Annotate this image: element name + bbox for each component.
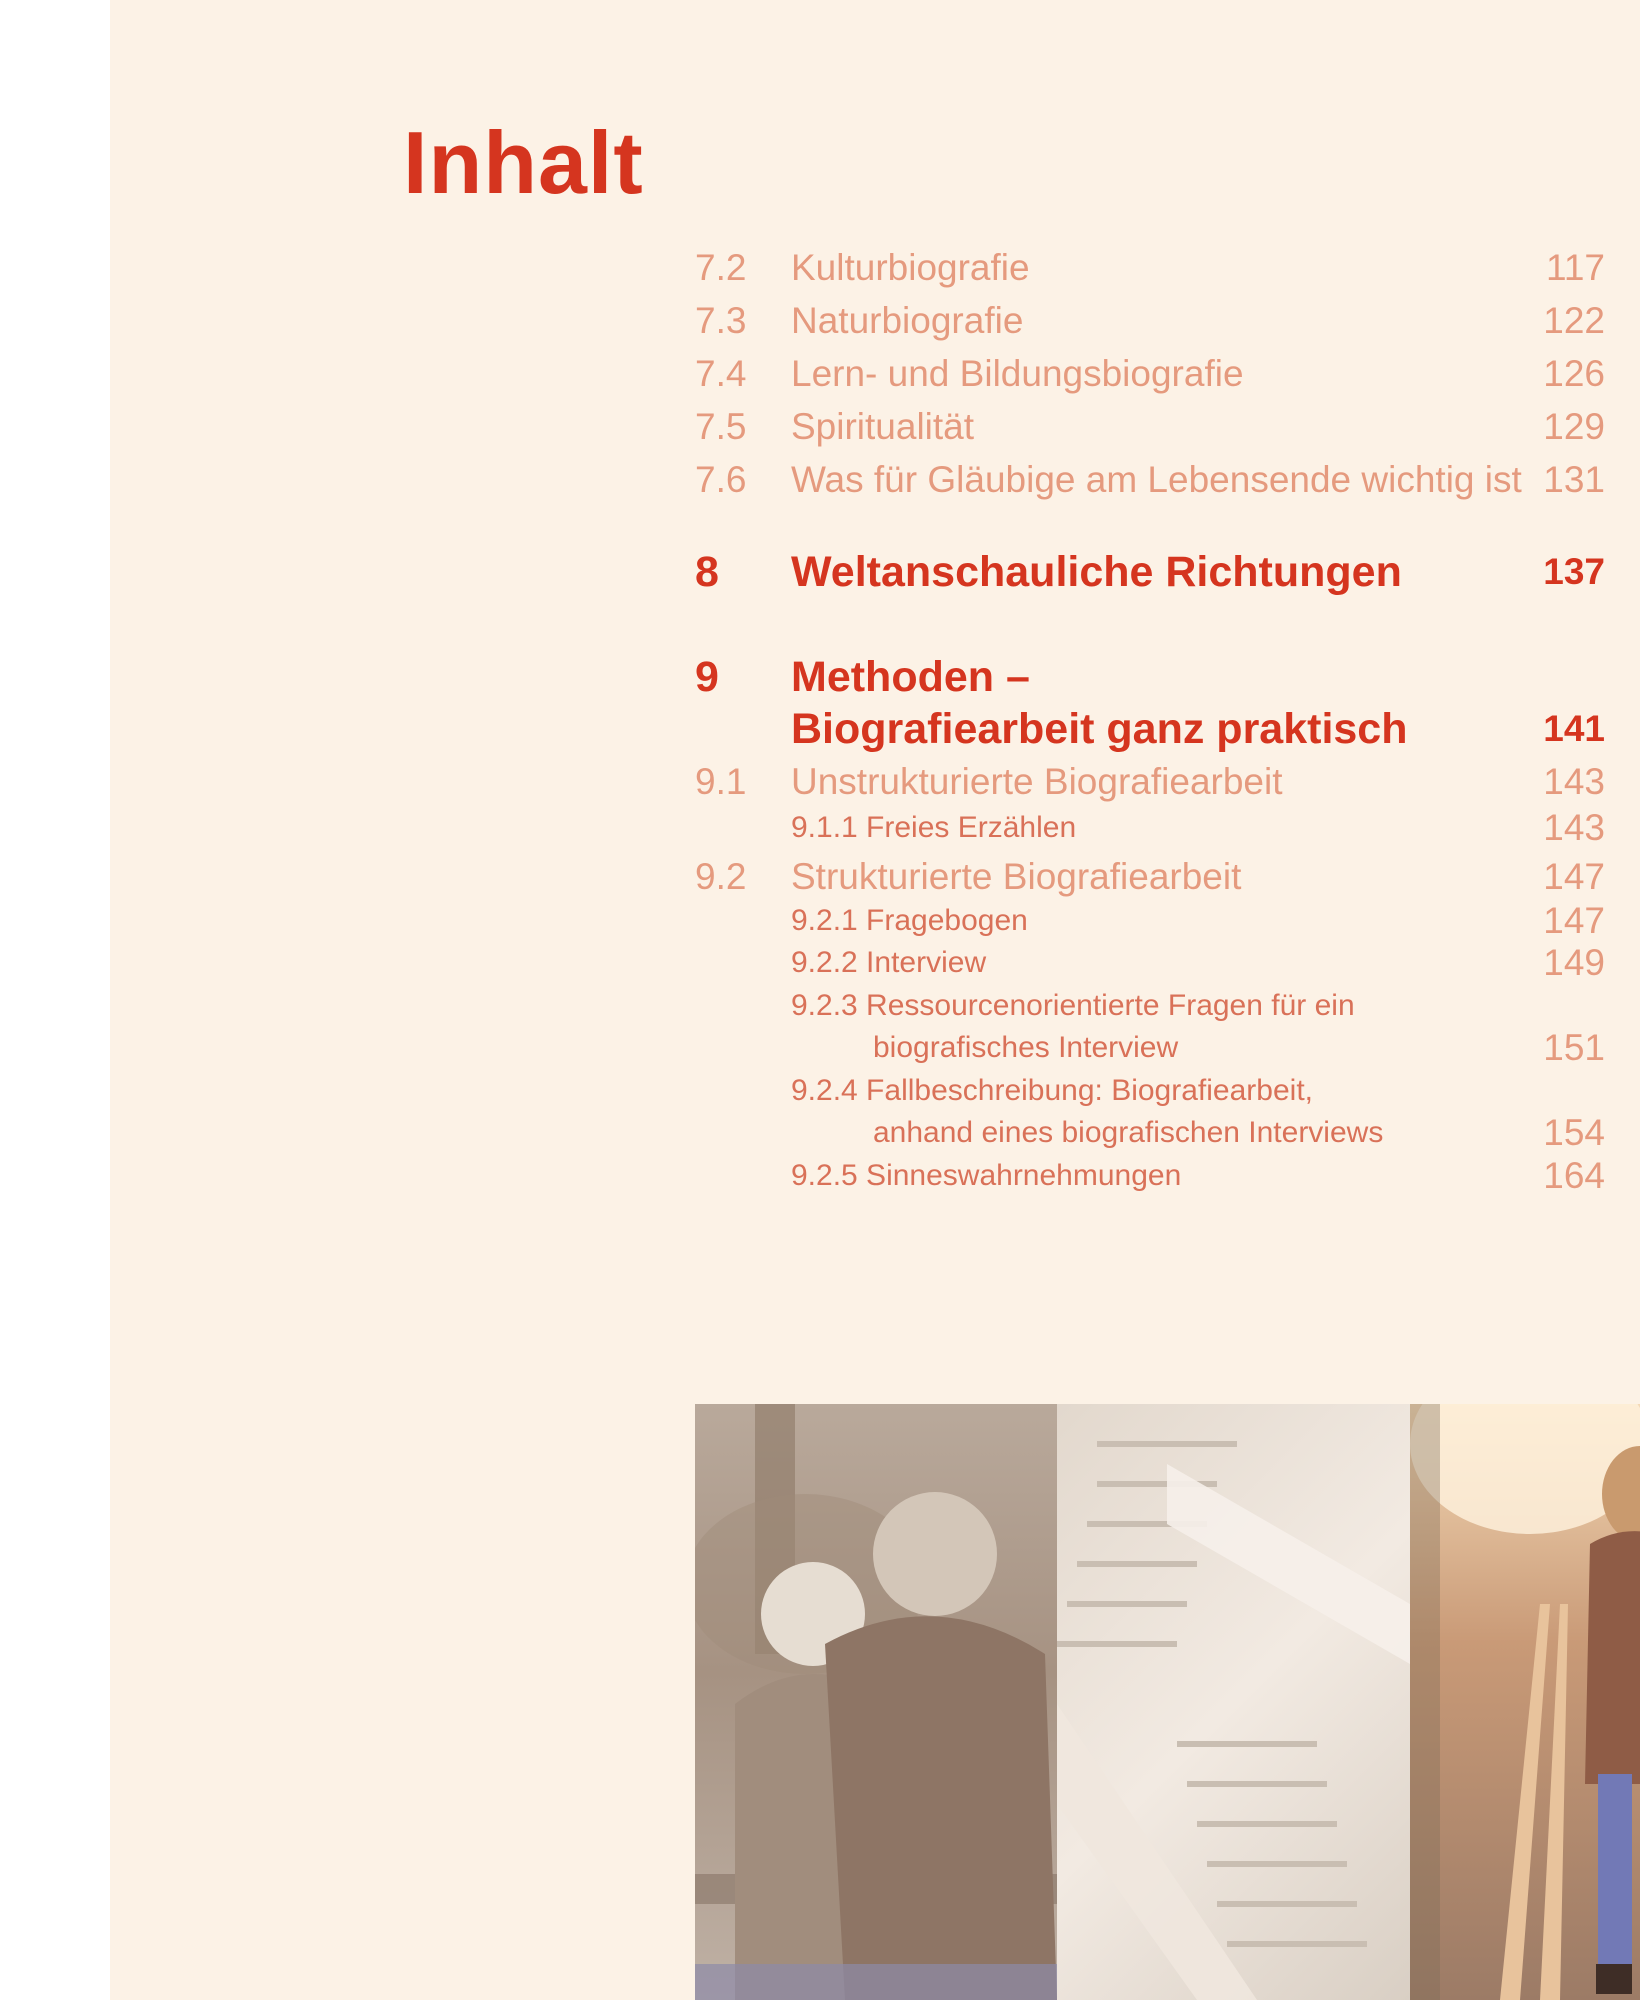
toc-subentry[interactable]: [695, 900, 1605, 942]
toc-subentry[interactable]: [695, 1070, 1605, 1154]
toc-title-line: biografisches Interview: [873, 1031, 1179, 1064]
toc-entry[interactable]: [695, 243, 1605, 293]
page-background: [110, 0, 1640, 2000]
toc-entry[interactable]: [695, 852, 1605, 902]
toc-title: Spiritualität: [791, 406, 975, 447]
toc-page: 122: [1543, 300, 1605, 341]
toc-title-line: anhand eines biografischen Interviews: [873, 1116, 1384, 1149]
toc-number: 7.6: [695, 459, 747, 500]
toc-title: 9.2.1 Fragebogen: [791, 904, 1028, 937]
toc-page: 164: [1543, 1155, 1605, 1196]
toc-title: Strukturierte Biografiearbeit: [791, 856, 1242, 897]
toc-title: Weltanschauliche Richtungen: [791, 548, 1402, 596]
toc-page: 154: [1543, 1112, 1605, 1153]
toc-title: 9.2.2 Interview: [791, 946, 987, 979]
toc-subentry[interactable]: [695, 1155, 1605, 1197]
toc-page: 149: [1543, 942, 1605, 983]
toc-page: 126: [1543, 353, 1605, 394]
toc-page: 137: [1543, 551, 1605, 592]
toc-number: 7.2: [695, 247, 747, 288]
toc-entry[interactable]: [695, 402, 1605, 452]
toc-subentry[interactable]: [695, 942, 1605, 984]
toc-title: Kulturbiografie: [791, 247, 1030, 288]
toc-number: 7.4: [695, 353, 747, 394]
toc-page: 147: [1543, 900, 1605, 941]
toc-number: 9: [695, 653, 719, 701]
toc-page: 117: [1546, 247, 1605, 288]
toc-title-line: 9.2.4 Fallbeschreibung: Biografiearbeit,: [791, 1074, 1313, 1107]
toc-page: 131: [1543, 459, 1605, 500]
toc-number: 8: [695, 548, 719, 596]
toc-title: Unstrukturierte Biografiearbeit: [791, 761, 1283, 802]
toc-title-line: Methoden –: [791, 653, 1030, 701]
toc-title: Lern- und Bildungsbiografie: [791, 353, 1244, 394]
toc-page: 147: [1543, 856, 1605, 897]
toc-title: Naturbiografie: [791, 300, 1024, 341]
photo-strip: [695, 1404, 1640, 2000]
toc-page: 143: [1543, 761, 1605, 802]
toc-number: 7.3: [695, 300, 747, 341]
elderly-couple-photo: [695, 1404, 1057, 2000]
toc-entry[interactable]: [695, 296, 1605, 346]
toc-title-line: 9.2.3 Ressourcenorientierte Fragen für ein: [791, 989, 1355, 1022]
toc-title: 9.2.5 Sinneswahrnehmungen: [791, 1159, 1182, 1192]
toc-title-line: Biografiearbeit ganz praktisch: [791, 705, 1408, 753]
page-title: Inhalt: [403, 113, 644, 212]
toc-page: 151: [1543, 1027, 1605, 1068]
toc-page: 129: [1543, 406, 1605, 447]
staircase-photo: [1057, 1404, 1410, 2000]
toc-entry[interactable]: [695, 349, 1605, 399]
toc-number: 7.5: [695, 406, 747, 447]
toc-subentry[interactable]: [695, 807, 1605, 849]
toc-page: 141: [1543, 708, 1605, 749]
toc-number: 9.1: [695, 761, 747, 802]
toc-title: 9.1.1 Freies Erzählen: [791, 811, 1077, 844]
toc-title: Was für Gläubige am Lebensende wichtig ist: [791, 459, 1522, 500]
toc-chapter-entry[interactable]: [695, 546, 1605, 598]
woman-on-tracks-photo: [1410, 1404, 1640, 2000]
toc-page: 143: [1543, 807, 1605, 848]
toc-subentry[interactable]: [695, 985, 1605, 1069]
toc-chapter-entry[interactable]: [695, 651, 1605, 755]
toc-entry[interactable]: [695, 455, 1605, 505]
toc-number: 9.2: [695, 856, 747, 897]
toc-entry[interactable]: [695, 757, 1605, 807]
